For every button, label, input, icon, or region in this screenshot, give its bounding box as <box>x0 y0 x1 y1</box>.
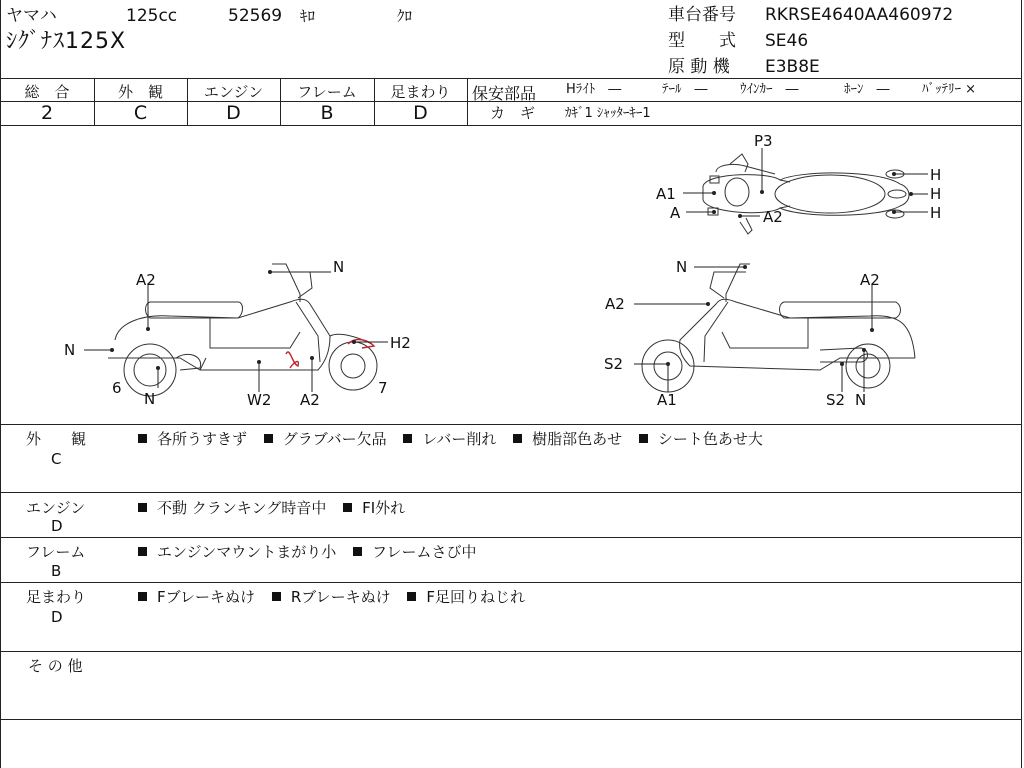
maker: ヤマハ <box>6 6 57 26</box>
body-color: ｸﾛ <box>397 7 413 25</box>
grade-header-exterior: 外 観 <box>117 83 163 101</box>
remark-items-engine <box>138 497 417 518</box>
diag-right-a2-seat: A2 <box>860 271 880 289</box>
remark-category-suspension: 足まわり <box>26 588 87 606</box>
diag-right-a1: A1 <box>657 391 677 409</box>
safety-battery: ﾊﾞｯﾃﾘｰ × <box>922 82 977 97</box>
remark-item: シート色あせ大 <box>657 430 763 448</box>
remark-grade-frame: B <box>51 562 62 580</box>
remarks-rule-4 <box>0 651 1022 652</box>
safety-mid-rule <box>467 101 1022 102</box>
diag-left-n-wheel: N <box>144 390 156 408</box>
remark-grade-exterior: C <box>51 450 62 468</box>
top-view-scooter <box>703 154 909 234</box>
engine-value: E3B8E <box>765 57 820 77</box>
diag-left-a2-floor: A2 <box>300 391 320 409</box>
safety-headlight: Hﾗｲﾄ ― <box>566 82 622 97</box>
frame-no-label: 車台番号 <box>668 5 736 25</box>
remark-item: FI外れ <box>362 499 406 517</box>
diag-top-a2: A2 <box>763 208 783 226</box>
diag-left-n-handle: N <box>333 258 345 276</box>
type-label: 型 式 <box>668 31 736 51</box>
grade-header-frame: フレーム <box>297 83 357 101</box>
safety-winker: ｳｲﾝｶｰ ― <box>740 82 799 97</box>
diag-top-h3: H <box>930 204 942 222</box>
diag-top-a1: A1 <box>656 185 676 203</box>
key-label: カ ギ <box>490 104 536 122</box>
remark-item: 樹脂部色あせ <box>532 430 623 448</box>
remark-item: レバー削れ <box>422 430 497 448</box>
diag-top-p3: P3 <box>754 132 773 150</box>
diag-top-h2: H <box>930 185 942 203</box>
diag-right-s2-rear: S2 <box>826 391 846 409</box>
grade-header-engine: エンジン <box>203 83 264 101</box>
grade-top-rule <box>0 78 1022 79</box>
mileage: 52569 <box>228 6 283 26</box>
grade-header-suspension: 足まわり <box>390 83 451 101</box>
safety-parts-label: 保安部品 <box>472 84 537 103</box>
displacement: 125cc <box>126 6 178 26</box>
remarks-rule-5 <box>0 719 1022 720</box>
remark-category-other: そ の 他 <box>28 657 83 675</box>
diag-right-n-handle: N <box>676 258 688 276</box>
safety-tail: ﾃｰﾙ ― <box>662 82 708 97</box>
remark-item: Rブレーキぬけ <box>290 588 391 606</box>
remark-items-suspension <box>138 586 537 607</box>
grade-engine: D <box>226 102 241 124</box>
diag-right-s2-front: S2 <box>604 355 624 373</box>
engine-label: 原 動 機 <box>668 57 730 77</box>
diag-left-n-rear: N <box>64 341 76 359</box>
grade-frame: B <box>320 102 334 124</box>
diag-right-a2-front: A2 <box>605 295 625 313</box>
remark-grade-engine: D <box>51 517 63 535</box>
diag-left-h2: H2 <box>390 334 411 352</box>
damage-diagram <box>0 126 1022 424</box>
diag-top-a: A <box>670 204 681 222</box>
grade-exterior: C <box>133 102 148 124</box>
remark-item: フレームさび中 <box>372 543 477 561</box>
frame-no: RKRSE4640AA460972 <box>765 5 954 25</box>
grade-header-total: 総 合 <box>24 83 70 101</box>
remark-items-exterior <box>138 428 775 449</box>
remark-item: 不動 クランキング時音中 <box>157 499 327 517</box>
remark-grade-suspension: D <box>51 608 63 626</box>
remark-category-engine: エンジン <box>26 499 86 517</box>
remark-items-frame <box>138 541 488 562</box>
grade-total: 2 <box>40 102 54 124</box>
grade-suspension: D <box>413 102 428 124</box>
safety-horn: ﾎｰﾝ ― <box>844 82 890 97</box>
mileage-unit: ｷﾛ <box>300 7 316 25</box>
diag-left-6: 6 <box>112 379 122 397</box>
remark-item: グラブバー欠品 <box>282 430 387 448</box>
diag-left-w2: W2 <box>247 391 272 409</box>
damage-mark-scratch <box>286 352 298 368</box>
remark-item: 各所うすきず <box>157 430 248 448</box>
model-name: ｼｸﾞﾅｽ125X <box>6 29 127 54</box>
remark-item: Fブレーキぬけ <box>157 588 256 606</box>
diag-left-a2-seat: A2 <box>136 271 156 289</box>
diag-right-n-rear: N <box>855 391 867 409</box>
remarks-top-rule <box>0 424 1022 425</box>
remarks-rule-1 <box>0 492 1022 493</box>
remarks-rule-2 <box>0 537 1022 538</box>
remark-category-exterior: 外 観 <box>26 430 87 448</box>
grade-sep-5 <box>467 78 468 125</box>
diag-left-7: 7 <box>378 379 388 397</box>
diag-top-h1: H <box>930 166 942 184</box>
key-value: ｶｷﾞ1 ｼｬｯﾀｰｷｰ1 <box>565 106 651 121</box>
remark-item: エンジンマウントまがり小 <box>157 543 337 561</box>
remark-item: F足回りねじれ <box>426 588 526 606</box>
type-value: SE46 <box>765 31 809 51</box>
remark-category-frame: フレーム <box>26 543 86 561</box>
remarks-rule-3 <box>0 582 1022 583</box>
